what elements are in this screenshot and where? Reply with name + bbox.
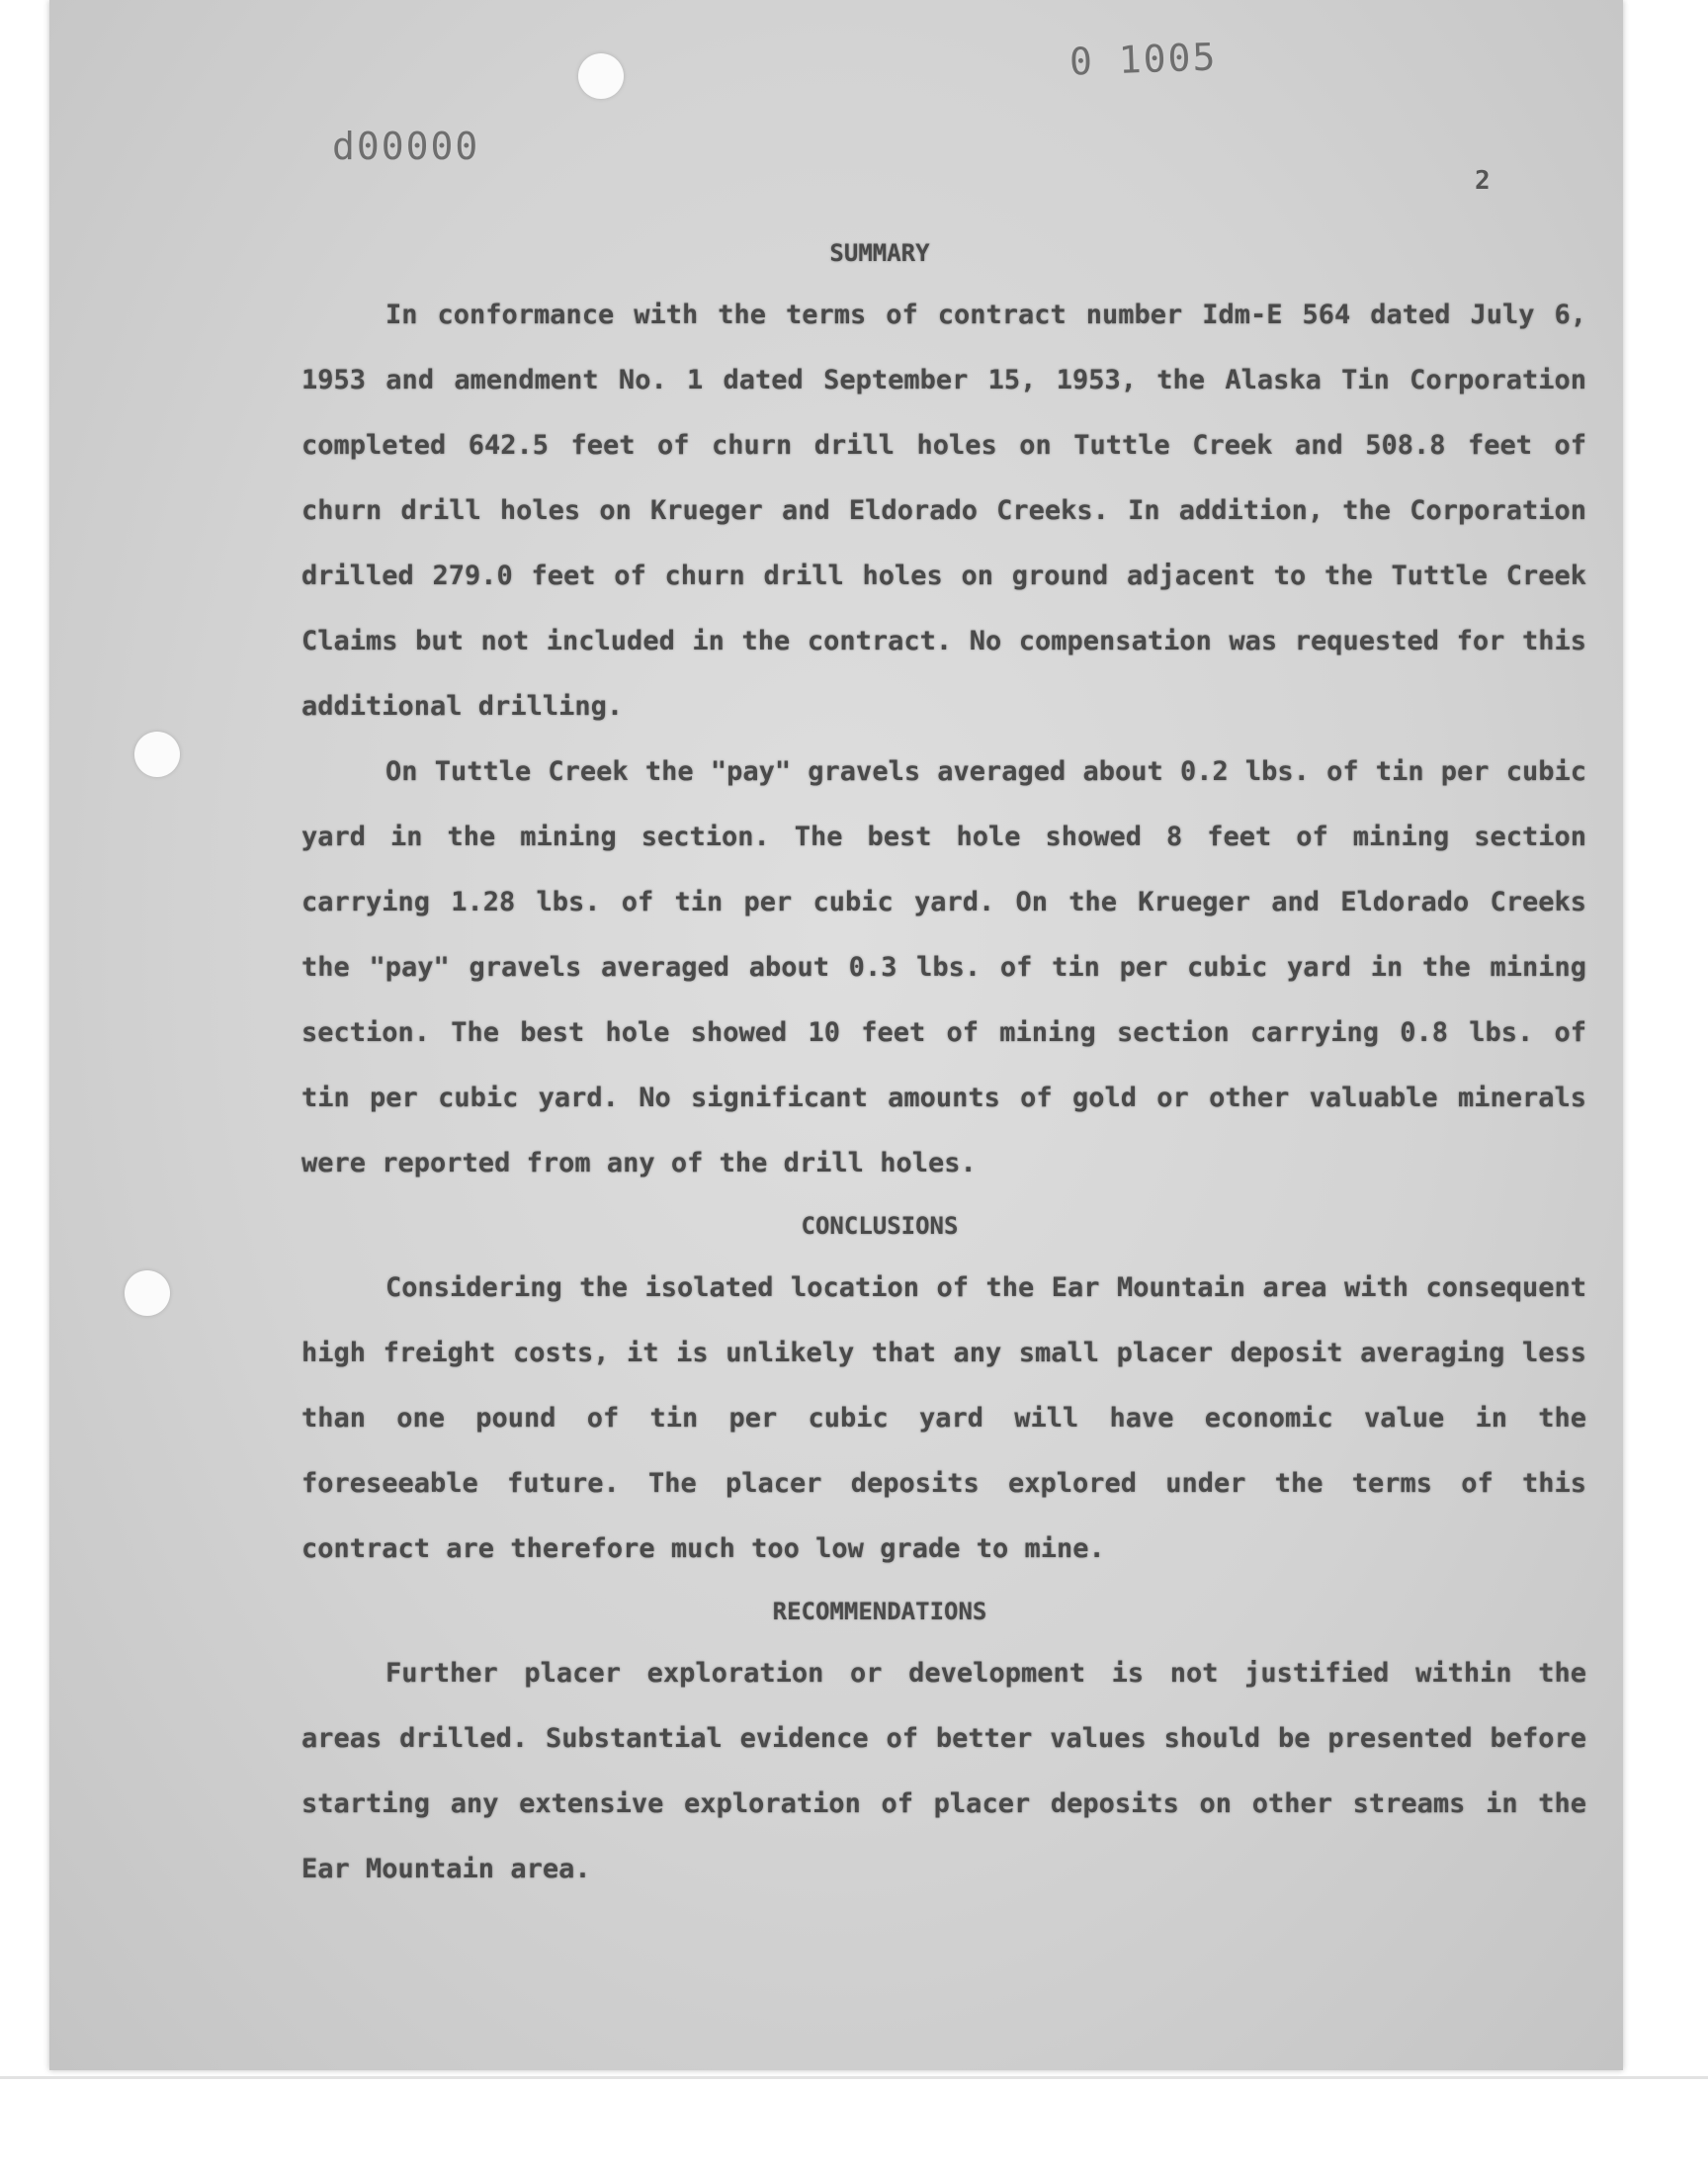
stamp-left: d00000 <box>332 125 480 168</box>
page-number: 2 <box>1475 166 1491 196</box>
recommendations-paragraph: Further placer exploration or development is not justified within the areas drilled. Substantial evidence of better values should be presented before starting any extensive exploration of placer deposits on other streams in the Ear Mountain area. <box>301 1658 1586 1884</box>
document-page <box>49 0 1623 2070</box>
conclusions-paragraph: Considering the isolated location of the Ear Mountain area with consequent high freight costs, it is unlikely that any small placer deposit averaging less than one pound of tin per cubic yard will have economic value in the foreseeable future. The placer deposits explored under the terms of this contract are therefore much too low grade to mine. <box>301 1272 1586 1564</box>
summary-paragraph-2: On Tuttle Creek the "pay" gravels averaged about 0.2 lbs. of tin per cubic yard in the mining section. The best hole showed 8 feet of mining section carrying 1.28 lbs. of tin per cubic yard. On the Krueger and Eldorado Creeks the "pay" gravels averaged about 0.3 lbs. of tin per cubic yard in the mining section. The best hole showed 10 feet of mining section carrying 0.8 lbs. of tin per cubic yard. No significant amounts of gold or other valuable minerals were reported from any of the drill holes. <box>301 756 1586 1178</box>
recommendations-heading: RECOMMENDATIONS <box>772 1598 987 1625</box>
conclusions-heading: CONCLUSIONS <box>801 1212 959 1240</box>
scan-edge <box>0 2076 1708 2079</box>
stamp-right: 0 1005 <box>1068 35 1219 84</box>
summary-paragraph-1: In conformance with the terms of contract number Idm-E 564 dated July 6, 1953 and amendment No. 1 dated September 15, 1953, the Alaska Tin Corporation completed 642.5 feet of churn drill holes on Tuttle Creek and 508.8 feet of churn drill holes on Krueger and Eldorado Creeks. In addition, the Corporation drilled 279.0 feet of churn drill holes on ground adjacent to the Tuttle Creek Claims but not included in the contract. No compensation was requested for this additional drilling. <box>301 300 1586 722</box>
punch-hole-top <box>578 53 624 99</box>
punch-hole-middle <box>134 732 180 777</box>
summary-heading: SUMMARY <box>829 239 930 267</box>
document-body <box>301 223 1586 1902</box>
punch-hole-lower <box>125 1270 170 1316</box>
